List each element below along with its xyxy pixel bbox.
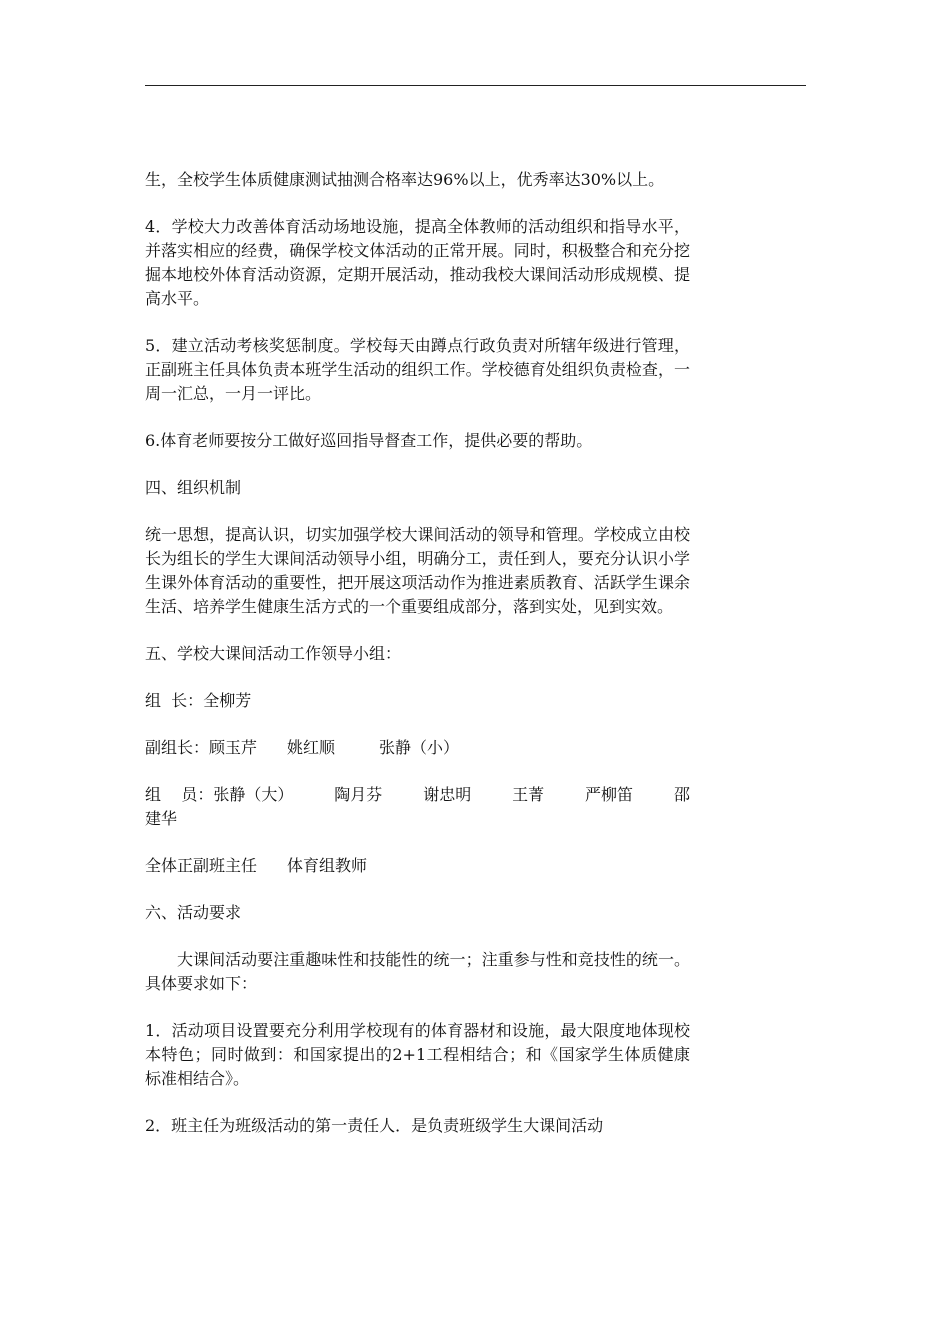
member-name: 张静（大） [213, 785, 294, 804]
deputy-name: 顾玉芹 [209, 738, 258, 757]
member-name-split: 邵 [673, 785, 690, 804]
paragraph-health-test-rate: 生，全校学生体质健康测试抽测合格率达96%以上，优秀率达30%以上。 [145, 170, 665, 189]
paragraph-requirement-2: 2．班主任为班级活动的第一责任人．是负责班级学生大课间活动 [145, 1116, 604, 1135]
paragraph-organization: 统一思想，提高认识，切实加强学校大课间活动的领导和管理。学校成立由校长为组长的学生大课间活动领导小组，明确分工，责任到人，要充分认识小学生课外体育活动的重要性，把开展这项活动作为推进素质教育、活跃学生课余生活、培养学生健康生活方式的一个重要组成部分，落到实处，见到实效。 [145, 525, 690, 616]
member-name: 陶月芬 [334, 785, 383, 804]
others-name: 体育组教师 [287, 856, 368, 875]
paragraph-requirement-1: 1．活动项目设置要充分利用学校现有的体育器材和设施，最大限度地体现校本特色；同时做到：和国家提出的2+1工程相结合；和《国家学生体质健康标准相结合》。 [145, 1021, 690, 1088]
others-name: 全体正副班主任 [145, 856, 258, 875]
member-row [145, 783, 690, 807]
paragraph-item-4: 4．学校大力改善体育活动场地设施，提高全体教师的活动组织和指导水平，并落实相应的经费，确保学校文体活动的正常开展。同时，积极整合和充分挖掘本地校外体育活动资源，定期开展活动，推动我校大课间活动形成规模、提高水平。 [145, 217, 690, 308]
header-rule [145, 85, 806, 86]
member-name-continuation: 建华 [145, 809, 178, 828]
deputy-label: 副组长： [145, 738, 210, 757]
section-heading-leadership-group: 五、学校大课间活动工作领导小组： [145, 644, 402, 663]
member-block [145, 783, 690, 831]
deputy-row [145, 736, 690, 760]
leader-name: 全柳芳 [203, 691, 252, 710]
section-heading-requirements: 六、活动要求 [145, 903, 242, 922]
member-name: 王菁 [512, 785, 545, 804]
member-label: 组 员： [145, 785, 214, 804]
deputy-name: 张静（小） [379, 738, 460, 757]
leader-label: 组 长： [145, 691, 204, 710]
others-row [145, 854, 690, 878]
paragraph-item-5: 5．建立活动考核奖惩制度。学校每天由蹲点行政负责对所辖年级进行管理，正副班主任具体负责本班学生活动的组织工作。学校德育处组织负责检查，一周一汇总，一月一评比。 [145, 336, 690, 403]
document-body [145, 168, 690, 1161]
leader-row [145, 689, 690, 713]
paragraph-item-6: 6.体育老师要按分工做好巡回指导督查工作，提供必要的帮助。 [145, 431, 593, 450]
member-name: 严柳笛 [585, 785, 634, 804]
member-name: 谢忠明 [423, 785, 472, 804]
deputy-name: 姚红顺 [287, 738, 336, 757]
paragraph-requirements-intro: 大课间活动要注重趣味性和技能性的统一；注重参与性和竞技性的统一。具体要求如下： [145, 950, 690, 993]
section-heading-organization: 四、组织机制 [145, 478, 242, 497]
